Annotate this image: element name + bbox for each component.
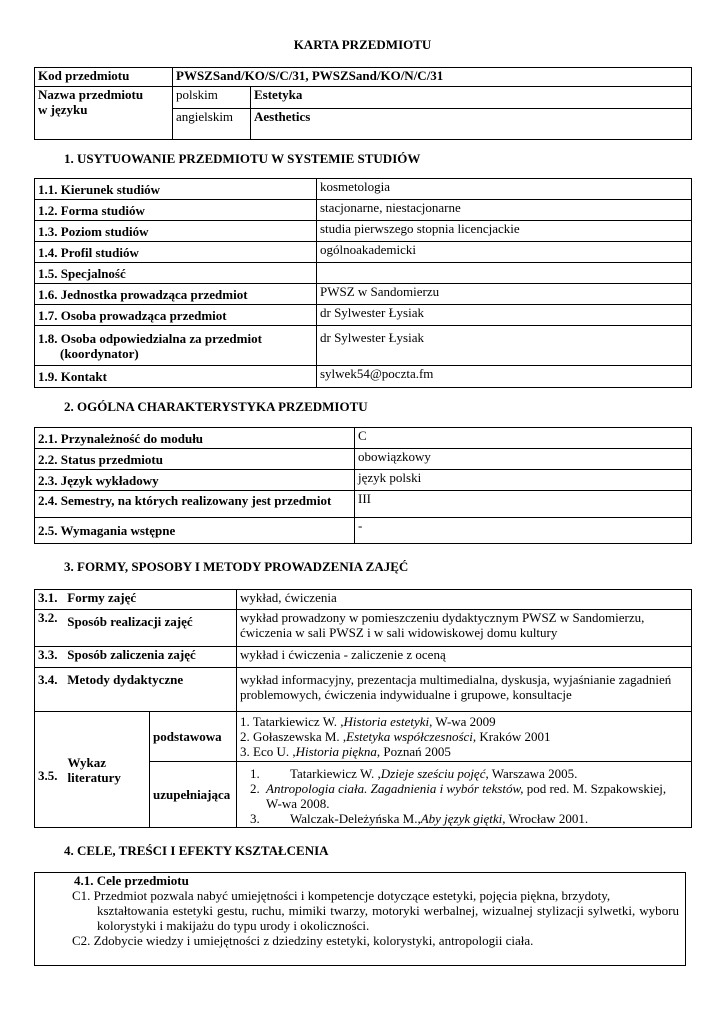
s2-value: C	[355, 428, 692, 449]
name-en: Aesthetics	[251, 109, 692, 140]
s3-value: wykład informacyjny, prezentacja multimedialna, dyskusja, wyjaśnianie zagadnień problemowych, ćwiczenia indywidualne i grupowe, konsultacje	[237, 668, 692, 712]
name-pl: Estetyka	[251, 87, 692, 109]
s1-value: sylwek54@poczta.fm	[317, 366, 692, 388]
list-item: W-wa 2008.	[266, 796, 330, 811]
s2-label: 2.2. Status przedmiotu	[35, 449, 355, 470]
list-item: 1. Tatarkiewicz W. ,Dzieje sześciu pojęć, Warszawa 2005.	[250, 766, 578, 781]
extra-literature	[237, 762, 692, 828]
s1-label: 1.2. Forma studiów	[35, 200, 317, 221]
list-item: 2. Gołaszewska M. ,Estetyka współczesności, Kraków 2001	[240, 729, 551, 744]
s1-value: stacjonarne, niestacjonarne	[317, 200, 692, 221]
code-value: PWSZSand/KO/S/C/31, PWSZSand/KO/N/C/31	[173, 68, 692, 87]
s1-label: 1.9. Kontakt	[35, 366, 317, 388]
s1-value: kosmetologia	[317, 179, 692, 200]
list-item: 3. Walczak-Deleżyńska M.,Aby język giętki, Wrocław 2001.	[250, 811, 589, 826]
list-item: 2. Antropologia ciała. Zagadnienia i wybór tekstów, pod red. M. Szpakowskiej,	[250, 781, 667, 796]
s1-value: studia pierwszego stopnia licencjackie	[317, 221, 692, 242]
s1-label: 1.8. Osoba odpowiedzialna za przedmiot (koordynator)	[35, 326, 317, 366]
s1-value: PWSZ w Sandomierzu	[317, 284, 692, 305]
s2-value: język polski	[355, 470, 692, 491]
section-3-table	[34, 589, 692, 828]
s3-value: wykład i ćwiczenia - zaliczenie z oceną	[237, 647, 692, 668]
s1-label: 1.4. Profil studiów	[35, 242, 317, 263]
list-item: 1. Tatarkiewicz W. ,Historia estetyki, W-wa 2009	[240, 714, 496, 729]
s2-value: obowiązkowy	[355, 449, 692, 470]
page-title: KARTA PRZEDMIOTU	[293, 37, 432, 52]
goal-c1: C1. Przedmiot pozwala nabyć umiejętności i kompetencje dotyczące estetyki, pojęcia piękna, brzydoty,	[72, 888, 611, 903]
list-item: 3. Eco U. ,Historia piękna, Poznań 2005	[240, 744, 451, 759]
s3-value: wykład, ćwiczenia	[237, 590, 692, 610]
s2-label: 2.4. Semestry, na których realizowany jest przedmiot	[35, 491, 355, 518]
s3-value: wykład prowadzony w pomieszczeniu dydaktycznym PWSZ w Sandomierzu, ćwiczenia w sali PWSZ i w sali widowiskowej domu kultury	[237, 610, 692, 647]
lit-label: Wykaz literatury	[65, 712, 150, 828]
s1-label: 1.6. Jednostka prowadząca przedmiot	[35, 284, 317, 305]
s2-label: 2.3. Język wykładowy	[35, 470, 355, 491]
s1-value	[317, 263, 692, 284]
goals-subheading: 4.1. Cele przedmiotu	[74, 873, 189, 888]
section-2-heading: 2. OGÓLNA CHARAKTERYSTYKA PRZEDMIOTU	[64, 399, 368, 414]
s2-value: III	[355, 491, 692, 518]
lit-num: 3.5.	[35, 712, 65, 828]
subject-header-table	[34, 67, 692, 140]
goal-c1-continued: kształtowania estetyki gestu, ruchu, mimiki twarzy, motoryki werbalnej, wizualnej stylizacji sylwetki, wyboru kolorystyki i makijażu do typu urody i okoliczności.	[97, 903, 679, 933]
section-3-heading: 3. FORMY, SPOSOBY I METODY PROWADZENIA ZAJĘĆ	[64, 559, 409, 574]
section-2-table	[34, 427, 692, 544]
s1-label: 1.3. Poziom studiów	[35, 221, 317, 242]
s1-label: 1.1. Kierunek studiów	[35, 179, 317, 200]
basic-literature	[237, 712, 692, 762]
code-label: Kod przedmiotu	[35, 68, 173, 87]
section-1-table	[34, 178, 692, 388]
s2-label: 2.5. Wymagania wstępne	[35, 518, 355, 544]
section-4-heading: 4. CELE, TREŚCI I EFEKTY KSZTAŁCENIA	[64, 843, 329, 858]
s1-label: 1.5. Specjalność	[35, 263, 317, 284]
s2-label: 2.1. Przynależność do modułu	[35, 428, 355, 449]
s1-label: 1.7. Osoba prowadząca przedmiot	[35, 305, 317, 326]
goals-box	[34, 872, 686, 966]
lang-pl: polskim	[173, 87, 251, 109]
extra-label: uzupełniająca	[150, 762, 237, 828]
s3-label: 3.1. Formy zajęć	[35, 590, 237, 610]
basic-label: podstawowa	[150, 712, 237, 762]
s3-label: 3.2. Sposób realizacji zajęć	[35, 610, 237, 647]
lang-en: angielskim	[173, 109, 251, 140]
s1-value: dr Sylwester Łysiak	[317, 305, 692, 326]
name-label: Nazwa przedmiotu w języku	[35, 87, 173, 140]
s3-label: 3.4. Metody dydaktyczne	[35, 668, 237, 712]
goal-c2: C2. Zdobycie wiedzy i umiejętności z dziedziny estetyki, kolorystyki, antropologii ciała.	[72, 933, 534, 948]
s1-value: ogólnoakademicki	[317, 242, 692, 263]
s3-label: 3.3. Sposób zaliczenia zajęć	[35, 647, 237, 668]
section-1-heading: 1. USYTUOWANIE PRZEDMIOTU W SYSTEMIE STUDIÓW	[64, 151, 421, 166]
s2-value: -	[355, 518, 692, 544]
s1-value: dr Sylwester Łysiak	[317, 326, 692, 366]
